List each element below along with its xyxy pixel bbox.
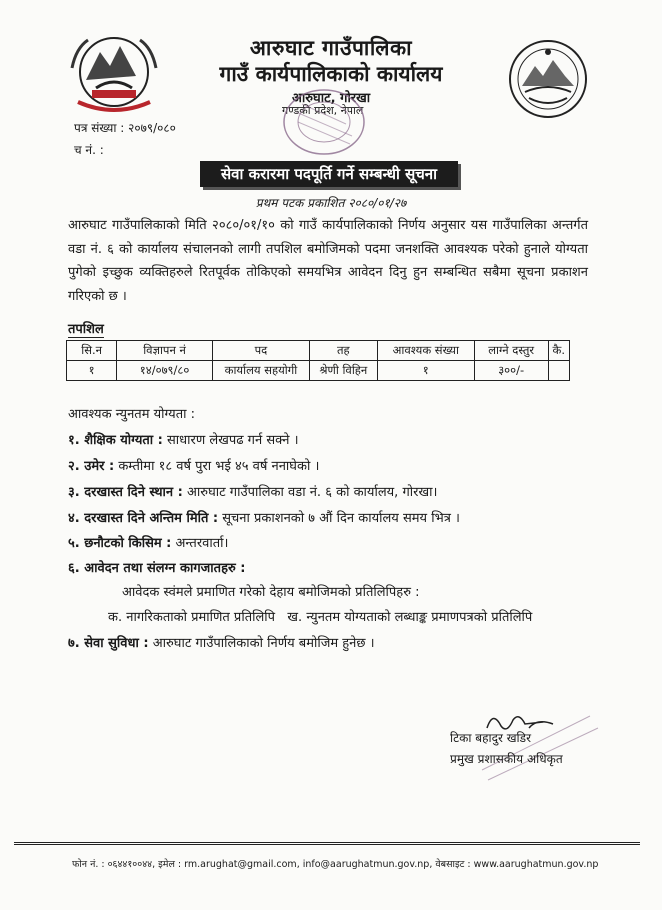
- qualification-age: [68, 456, 319, 474]
- vacancy-table: [66, 340, 570, 381]
- province-name: गण्डकी प्रदेश, नेपाल: [282, 104, 364, 117]
- item-label: २. उमेर :: [68, 459, 115, 474]
- item-text: सूचना प्रकाशनको ७ औं दिन कार्यालय समय भित्र ।: [222, 511, 460, 526]
- col-header-remarks: कै.: [548, 341, 570, 361]
- application-deadline: [68, 508, 460, 526]
- cell-post: कार्यालय सहयोगी: [212, 361, 309, 381]
- qualification-education: [68, 430, 299, 448]
- footer-divider: [14, 842, 640, 845]
- item-label: ४. दरखास्त दिने अन्तिम मिति :: [68, 511, 219, 526]
- table-caption: तपशिल: [68, 319, 104, 338]
- office-stamp-icon: [268, 82, 380, 158]
- notice-body: आरुघाट गाउँपालिकाको मिति २०८०/०१/१० को गाउँ कार्यपालिकाको निर्णय अनुसार यस गाउँपालिका अन्तर्गत वडा नं. ६ को कार्यालय संचालनको लागी तपशिल बमोजिमको पदमा जनशक्ति आवश्यक परेको हुनाले योग्यता पुगेको इच्छुक व्यक्तिहरुले रितपूर्वक तोकिएको समयभित्र आवेदन दिनु हुन सम्बन्धित सबैमा सूचना प्रकाशन गरिएको छ ।: [68, 218, 588, 304]
- office-address: आरुघाट, गोरखा: [292, 91, 371, 106]
- service-facility: [68, 633, 375, 651]
- municipality-name: आरुघाट गाउँपालिका: [249, 36, 413, 60]
- letter-number: पत्र संख्या : २०७९/०८०: [74, 121, 176, 135]
- item-label: ७. सेवा सुविधा :: [68, 636, 149, 651]
- col-header-sn: सि.न: [67, 341, 117, 361]
- col-header-required: आवश्यक संख्या: [377, 341, 474, 361]
- col-header-post: पद: [212, 341, 309, 361]
- table-header-row: [67, 341, 570, 361]
- cell-fee: ३००/-: [474, 361, 548, 381]
- qualification-heading: आवश्यक न्युनतम योग्यता :: [68, 407, 195, 422]
- cell-sn: १: [67, 361, 117, 381]
- notice-title: सेवा करारमा पदपूर्ति गर्ने सम्बन्धी सूचना: [200, 161, 458, 187]
- documents-intro: आवेदक स्वंमले प्रमाणित गरेको देहाय बमोजिमको प्रतिलिपिहरु :: [122, 585, 420, 600]
- dispatch-number: च नं. :: [74, 143, 104, 157]
- cell-required: १: [377, 361, 474, 381]
- documents-list: क. नागरिकताको प्रमाणित प्रतिलिपि ख. न्युनतम योग्यताको लब्धाङ्क प्रमाणपत्रको प्रतिलिपि: [108, 610, 533, 625]
- signature-stamp-icon: [472, 712, 602, 782]
- item-text: साधारण लेखपढ गर्न सक्ने ।: [167, 433, 299, 448]
- documents-heading: [68, 558, 245, 576]
- publication-date: प्रथम पटक प्रकाशित २०८०/०१/२७: [255, 196, 407, 210]
- municipality-logo-icon: [505, 36, 591, 122]
- item-label: १. शैक्षिक योग्यता :: [68, 433, 163, 448]
- col-header-ad-no: विज्ञापन नं: [117, 341, 213, 361]
- item-label: ६. आवेदन तथा संलग्न कागजातहरु :: [68, 561, 246, 576]
- cell-level: श्रेणी विहिन: [309, 361, 377, 381]
- table-row: [67, 361, 570, 381]
- signatory-post: प्रमुख प्रशासकीय अधिकृत: [450, 752, 563, 766]
- item-label: ५. छनौटको किसिम :: [68, 536, 172, 551]
- item-text: आरुघाट गाउँपालिकाको निर्णय बमोजिम हुनेछ ।: [152, 636, 375, 651]
- item-text: कम्तीमा १८ वर्ष पुरा भई ४५ वर्ष ननाघेको ।: [118, 459, 320, 474]
- cell-ad-no: १४/०७९/८०: [117, 361, 213, 381]
- office-name: गाउँ कार्यपालिकाको कार्यालय: [219, 62, 443, 86]
- item-text: आरुघाट गाउँपालिका वडा नं. ६ को कार्यालय, गोरखा।: [187, 485, 438, 500]
- signatory-name: टिका बहादुर खडिर: [450, 731, 531, 745]
- cell-remarks: [548, 361, 570, 381]
- item-label: ३. दरखास्त दिने स्थान :: [68, 485, 183, 500]
- selection-type: [68, 533, 228, 551]
- application-place: [68, 482, 437, 500]
- footer-contact: फोन नं. : ०६४४१००४४, इमेल : rm.arughat@gmail.com, info@aarughatmun.gov.np, वेबसाइट : www.aarughatmun.gov.np: [72, 859, 599, 870]
- col-header-level: तह: [309, 341, 377, 361]
- col-header-fee: लाग्ने दस्तुर: [474, 341, 548, 361]
- item-text: अन्तरवार्ता।: [175, 536, 229, 551]
